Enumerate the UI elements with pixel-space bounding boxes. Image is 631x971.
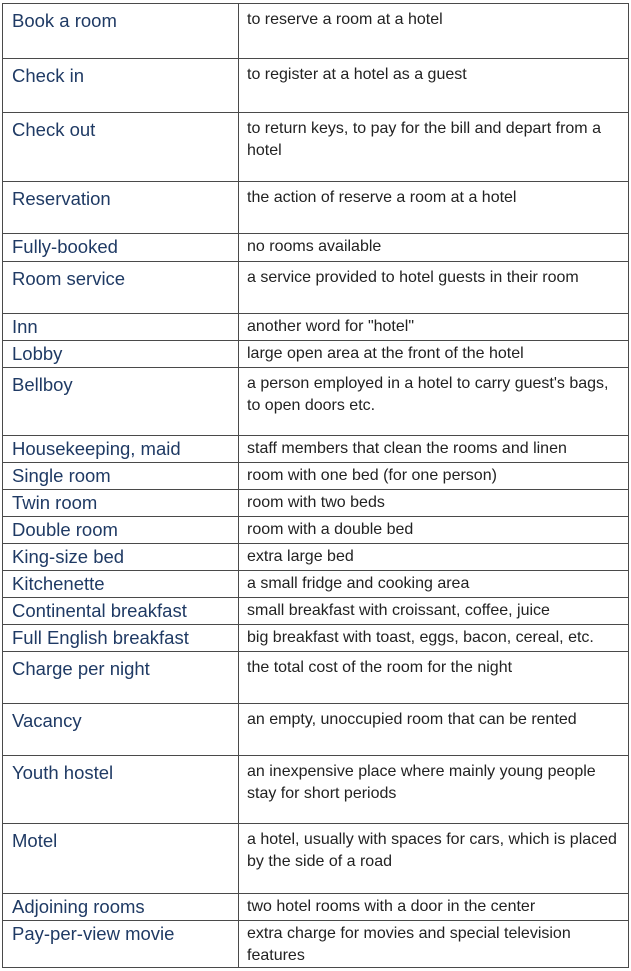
term-cell: Motel [3,824,239,894]
glossary-table [2,3,629,968]
term-cell: Adjoining rooms [3,894,239,921]
term-cell: King-size bed [3,544,239,571]
definition-cell: big breakfast with toast, eggs, bacon, cereal, etc. [239,625,629,652]
table-row [3,652,629,704]
table-row [3,262,629,314]
definition-cell: no rooms available [239,234,629,262]
definition-cell: small breakfast with croissant, coffee, juice [239,598,629,625]
definition-cell: an inexpensive place where mainly young people stay for short periods [239,756,629,824]
term-cell: Single room [3,463,239,490]
term-cell: Youth hostel [3,756,239,824]
table-row [3,544,629,571]
definition-cell: the total cost of the room for the night [239,652,629,704]
term-cell: Reservation [3,182,239,234]
table-row [3,894,629,921]
definition-cell: extra large bed [239,544,629,571]
definition-cell: a person employed in a hotel to carry guest's bags, to open doors etc. [239,368,629,436]
definition-cell: two hotel rooms with a door in the center [239,894,629,921]
table-row [3,824,629,894]
table-row [3,314,629,341]
term-cell: Room service [3,262,239,314]
table-row [3,625,629,652]
definition-cell: to reserve a room at a hotel [239,4,629,59]
definition-cell: extra charge for movies and special television features [239,921,629,968]
definition-cell: another word for "hotel" [239,314,629,341]
table-row [3,113,629,182]
definition-cell: to return keys, to pay for the bill and depart from a hotel [239,113,629,182]
term-cell: Inn [3,314,239,341]
table-row [3,182,629,234]
definition-cell: a service provided to hotel guests in their room [239,262,629,314]
table-row [3,517,629,544]
table-row [3,436,629,463]
table-row [3,341,629,368]
table-row [3,463,629,490]
table-row [3,4,629,59]
term-cell: Kitchenette [3,571,239,598]
term-cell: Double room [3,517,239,544]
term-cell: Check out [3,113,239,182]
table-row [3,571,629,598]
definition-cell: large open area at the front of the hotel [239,341,629,368]
table-row [3,59,629,113]
table-row [3,598,629,625]
definition-cell: a hotel, usually with spaces for cars, which is placed by the side of a road [239,824,629,894]
term-cell: Vacancy [3,704,239,756]
table-row [3,921,629,968]
table-row [3,490,629,517]
term-cell: Continental breakfast [3,598,239,625]
definition-cell: to register at a hotel as a guest [239,59,629,113]
table-row [3,368,629,436]
definition-cell: a small fridge and cooking area [239,571,629,598]
term-cell: Charge per night [3,652,239,704]
term-cell: Twin room [3,490,239,517]
definition-cell: room with a double bed [239,517,629,544]
term-cell: Book a room [3,4,239,59]
definition-cell: staff members that clean the rooms and linen [239,436,629,463]
term-cell: Full English breakfast [3,625,239,652]
term-cell: Bellboy [3,368,239,436]
table-row [3,756,629,824]
term-cell: Fully-booked [3,234,239,262]
definition-cell: room with two beds [239,490,629,517]
definition-cell: the action of reserve a room at a hotel [239,182,629,234]
term-cell: Pay-per-view movie [3,921,239,968]
term-cell: Check in [3,59,239,113]
table-row [3,704,629,756]
table-row [3,234,629,262]
definition-cell: an empty, unoccupied room that can be rented [239,704,629,756]
term-cell: Lobby [3,341,239,368]
definition-cell: room with one bed (for one person) [239,463,629,490]
term-cell: Housekeeping, maid [3,436,239,463]
